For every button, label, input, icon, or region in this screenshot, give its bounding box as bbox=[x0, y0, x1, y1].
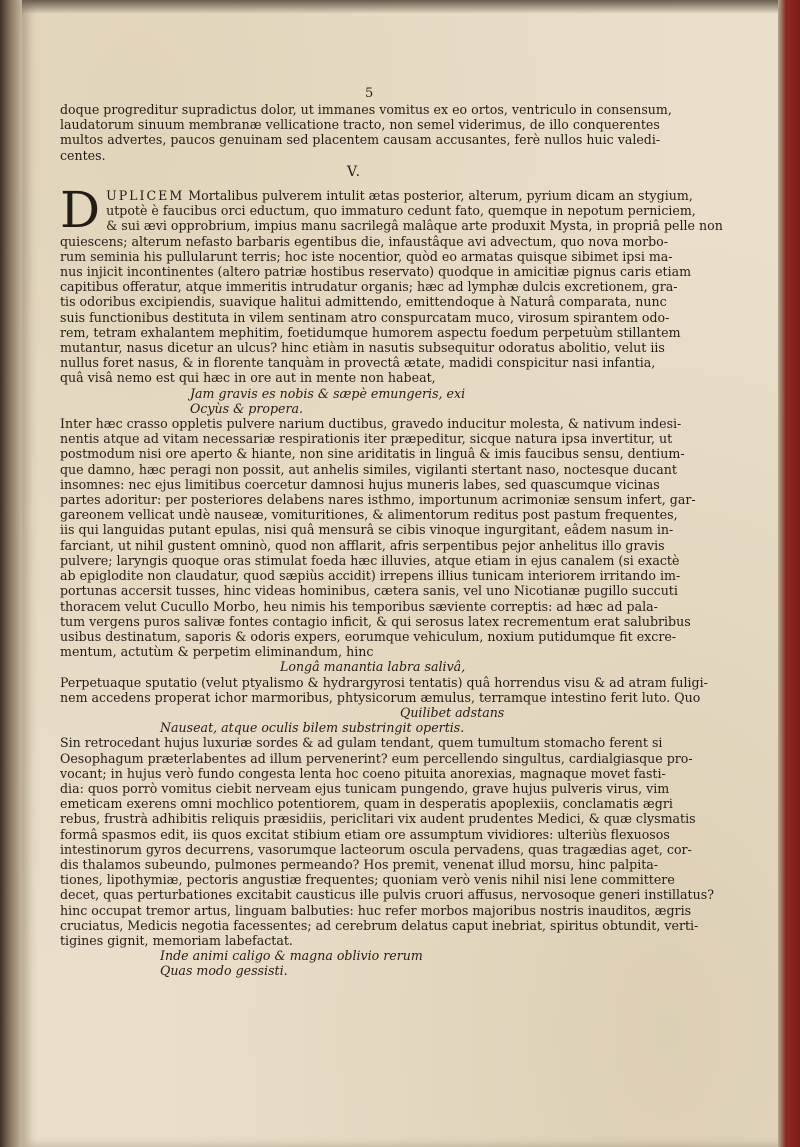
intro-paragraph bbox=[60, 102, 672, 163]
drop-cap: D bbox=[60, 181, 101, 240]
text-line: Sin retrocedant hujus luxuriæ sordes & ad gulam tendant, quem tumultum stomacho ferent si bbox=[60, 735, 663, 751]
text-line: gareonem vellicat undè nauseæ, vomituritiones, & alimentorum reditus post pastum frequentes, bbox=[60, 507, 678, 523]
book-edge-right bbox=[778, 0, 800, 1147]
text-line: partes adoritur: per posteriores delabens nares isthmo, importunum acrimoniæ sensum infert, gar- bbox=[60, 492, 696, 508]
page-number: 5 bbox=[365, 86, 374, 101]
text-line: laudatorum sinuum membranæ vellicatione tracto, non semel viderimus, de illo conquerentes bbox=[60, 117, 660, 133]
text-line: formâ spasmos edit, iis quos excitat stibium etiam ore assumptum vividiores: ulteriùs flexuosos bbox=[60, 826, 670, 842]
text-line: nus injicit incontinentes (altero patriæ hostibus reservato) quodque in amicitiæ pignus caris etiam bbox=[60, 264, 692, 280]
text-line: postmodum nisi ore aperto & hiante, non sine ariditatis in linguâ & imis faucibus sensu, dentium- bbox=[60, 446, 685, 462]
text-line: Mortalibus pulverem intulit ætas posterior, alterum, pyrium dicam an stygium, bbox=[188, 188, 693, 204]
text-line: Oesophagum præterlabentes ad illum pervenerint? eum percellendo singultus, cardialgiasque pro- bbox=[60, 750, 693, 766]
text-line: pulvere; laryngis quoque oras stimulat foeda hæc illuvies, atque etiam in ejus canalem (si exactè bbox=[60, 552, 680, 568]
text-line: nullus foret nasus, & in florente tanquàm in provectâ ætate, madidi conspicitur nasi infantia, bbox=[60, 355, 656, 371]
text-line: que damno, hæc peragi non possit, aut anhelis similes, vigilanti stertant naso, noctesque ducant bbox=[60, 461, 677, 477]
verse-quote: Nauseat, atque oculis bilem substringit opertis. bbox=[160, 720, 465, 736]
section-paragraph-4 bbox=[60, 735, 714, 948]
section-paragraph-1 bbox=[60, 181, 723, 386]
text-line: mutantur, nasus dicetur an ulcus? hinc etiàm in nasutis subsequitur odoratus abolitio, velut iis bbox=[60, 340, 665, 356]
text-line: tiones, lipothymiæ, pectoris angustiæ frequentes; quoniam verò venis nihil nisi lene committere bbox=[60, 872, 675, 888]
text-line: Inter hæc crasso oppletis pulvere narium ductibus, gravedo inducitur molesta, & nativum indesi- bbox=[60, 416, 682, 432]
text-line: mentum, actutùm & perpetim eliminandum, hinc bbox=[60, 644, 374, 660]
text-line: nem accedens properat ichor marmoribus, phtysicorum æmulus, terramque intestino ferit luto. Quo bbox=[60, 689, 701, 705]
section-paragraph-3 bbox=[60, 674, 708, 705]
verse-quote: Quas modo gessisti. bbox=[160, 963, 288, 979]
verse-quote: Inde animi caligo & magna oblivio rerum bbox=[160, 948, 423, 964]
section-paragraph-2 bbox=[60, 416, 696, 660]
text-line: ab epiglodite non claudatur, quod sæpiùs accidit) irrepens illius tunicam interiorem irritando im- bbox=[60, 568, 681, 584]
text-line: insomnes: nec ejus limitibus coercetur damnosi hujus muneris labes, sed quascumque vicinas bbox=[60, 476, 660, 492]
verse-quote: Longâ manantia labra salivâ, bbox=[280, 659, 466, 675]
text-line: farciant, ut nihil gustent omninò, quod non afflarit, afris serpentibus pejor anhelitus illo gravis bbox=[60, 537, 665, 553]
text-line: nentis atque ad vitam necessariæ respirationis iter præpeditur, sicque natura ipsa invertitur, ut bbox=[60, 431, 673, 447]
verse-quote: Jam gravis es nobis & sæpè emungeris, exi bbox=[190, 385, 466, 401]
text-line: portunas accersit tusses, hinc videas hominibus, cætera sanis, vel uno Nicotianæ pugillo succuti bbox=[60, 583, 678, 599]
text-line: cruciatus, Medicis negotia facessentes; ad cerebrum delatus caput inebriat, spiritus obtundit, verti- bbox=[60, 917, 699, 933]
first-word: UPLICEM bbox=[106, 188, 185, 204]
text-line: rem, tetram exhalantem mephitim, foetidumque humorem aspectu foedum perpetuùm stillantem bbox=[60, 324, 681, 340]
text-line: multos advertes, paucos genuinam sed placentem causam accusantes, ferè nullos huic valedi- bbox=[60, 132, 661, 148]
text-line: dis thalamos subeundo, pulmones permeando? Hos premit, venenat illud morsu, hinc palpita- bbox=[60, 856, 659, 872]
text-line: emeticam exerens omni mochlico potentiorem, quam in desperatis apoplexiis, conclamatis ægri bbox=[60, 796, 673, 812]
text-line: tis odoribus excipiendis, suavique halitui admittendo, emittendoque à Naturâ comparata, nunc bbox=[60, 294, 667, 310]
section-number: V. bbox=[346, 163, 362, 180]
text-line: rebus, frustrà adhibitis reliquis præsidiis, periclitari vix audent prudentes Medici, & quæ clysmatis bbox=[60, 811, 696, 827]
text-line: suis functionibus destituta in vilem sentinam atro conspurcatam muco, virosum spirantem odo- bbox=[60, 309, 670, 325]
text-line: quâ visâ nemo est qui hæc in ore aut in mente non habeat, bbox=[60, 370, 436, 386]
verse-quote: Quilibet adstans bbox=[400, 704, 505, 720]
page-top-shadow bbox=[22, 0, 782, 14]
text-line: vocant; in hujus verò fundo congesta lenta hoc coeno pituita anorexias, magnaque movet fasti- bbox=[60, 765, 666, 781]
text-line: thoracem velut Cucullo Morbo, heu nimis his temporibus sæviente correptis: ad hæc ad pala- bbox=[60, 598, 658, 614]
text-line: doque progreditur supradictus dolor, ut immanes vomitus ex eo ortos, ventriculo in consensum, bbox=[60, 102, 672, 117]
text-line: & sui ævi opprobrium, impius manu sacrilegâ malâque arte produxit Mysta, in propriâ pelle non bbox=[106, 218, 723, 234]
text-line: intestinorum gyros decurrens, vasorumque lacteorum oscula pervadens, quas tragædias aget, cor- bbox=[60, 841, 692, 857]
text-line: tigines gignit, memoriam labefactat. bbox=[60, 932, 293, 948]
text-line: tum vergens puros salivæ fontes contagio inficit, & qui serosus latex recrementum erat salubribus bbox=[60, 613, 691, 629]
text-line: centes. bbox=[60, 147, 106, 163]
text-line: rum seminia his pullularunt terris; hoc iste nocentior, quòd eo armatas quisque sibimet ipsi ma- bbox=[60, 248, 673, 264]
text-line: decet, quas perturbationes excitabit causticus ille pulvis cruori affusus, nervosoque generi instillatus? bbox=[60, 887, 714, 903]
text-line: quiescens; alterum nefasto barbaris egentibus die, infaustâque avi advectum, quo nova morbo- bbox=[60, 233, 669, 249]
text-line: dia: quos porrò vomitus ciebit nerveam ejus tunicam pungendo, grave hujus pulveris virus, vim bbox=[60, 780, 670, 796]
verse-quote: Ocyùs & propera. bbox=[190, 400, 303, 416]
page-text bbox=[60, 86, 723, 979]
text-line: iis qui languidas putant epulas, nisi quâ mensurâ se cibis vinoque ingurgitant, eâdem nasum in- bbox=[60, 522, 674, 538]
text-line: utpotè è faucibus orci eductum, quo immaturo cedunt fato, quemque in nepotum perniciem, bbox=[106, 203, 696, 219]
text-line: capitibus offeratur, atque immeritis intrudatur organis; hæc ad lymphæ dulcis excretionem, gra- bbox=[60, 279, 678, 295]
text-line: hinc occupat tremor artus, linguam balbuties: huc refer morbos majoribus nostris inauditos, ægris bbox=[60, 902, 692, 918]
text-line: usibus destinatum, saporis & odoris expers, eorumque vehiculum, noxium putidumque fit excre- bbox=[60, 628, 677, 644]
text-line: Perpetuaque sputatio (velut ptyalismo & hydrargyrosi tentatis) quâ horrendus visu & ad atram fuligi- bbox=[60, 674, 708, 690]
